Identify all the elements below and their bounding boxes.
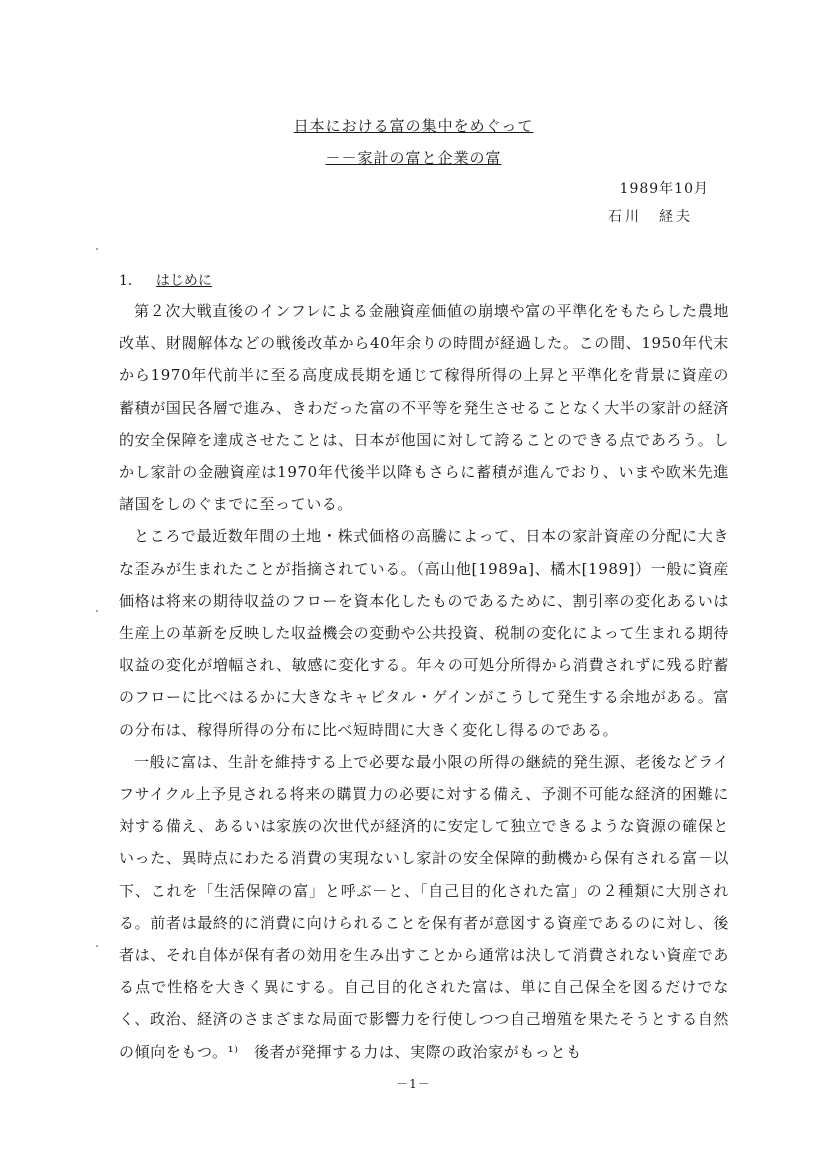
section-heading: [119, 270, 212, 290]
paragraph-2: ところで最近数年間の土地・株式価格の高騰によって、日本の家計資産の分配に大きな歪みが生まれたことが指摘されている。（高山他[1989a]、橘木[1989]）一般に資産価格は将来の期待収益のフローを資本化したものであるために、割引率の変化あるいは生産上の革新を反映した収益機会の変動や公共投資、税制の変化によって生まれる期待収益の変化が増幅され、敏感に変化する。年々の可処分所得から消費されずに残る貯蓄のフローに比べはるかに大きなキャピタル・ゲインがこうして発生する余地がある。富の分布は、稼得所得の分布に比べ短時間に大きく変化し得るのである。: [119, 527, 729, 739]
paragraph-3: 一般に富は、生計を維持する上で必要な最小限の所得の継続的発生源、老後などライフサイクル上予見される将来の購買力の必要に対する備え、予測不可能な経済的困難に対する備え、あるいは家族の次世代が経済的に安定して独立できるような資源の確保といった、異時点にわたる消費の実現ないし家計の安全保障的動機から保有される富－以下、これを「生活保障の富」と呼ぶ－と、「自己目的化された富」の２種類に大別される。前者は最終的に消費に向けられることを保有者が意図する資産であるのに対し、後者は、それ自体が保有者の効用を生み出すことから通常は決して消費されない資産である点で性格を大きく異にする。自己目的化された富は、単に自己保全を図るだけでなく、政治、経済のさまざまな局面で影響力を行使しつつ自己増殖を果たそうとする自然の傾向をもつ。¹⁾ 後者が発揮する力は、実際の政治家がもっとも: [119, 752, 729, 1061]
document-subtitle: －－家計の富と企業の富: [325, 149, 502, 167]
paragraph-1: 第２次大戦直後のインフレによる金融資産価値の崩壊や富の平準化をもたらした農地改革、財閥解体などの戦後改革から40年余りの時間が経過した。この間、1950年代末から1970年代前半に至る高度成長期を通じて稼得所得の上昇と平準化を背景に資産の蓄積が国民各層で進み、きわだった富の不平等を発生させることなく大半の家計の経済的安全保障を達成させたことは、日本が他国に対して誇ることのできる点であろう。しかし家計の金融資産は1970年代後半以降もさらに蓄積が進んでおり、いまや欧米先進諸国をしのぐまでに至っている。: [119, 302, 729, 514]
section-number: 1．: [119, 273, 142, 289]
document-title: 日本における富の集中をめぐって: [293, 117, 534, 135]
document-date: 1989年10月: [619, 181, 709, 197]
body-text: [119, 295, 729, 1068]
section-title: はじめに: [155, 273, 212, 289]
document-author: 石川 経夫: [608, 209, 693, 225]
page-number: －1－: [396, 1077, 431, 1091]
scan-speck: [96, 248, 98, 250]
scan-speck: [96, 610, 98, 612]
scan-speck: [96, 945, 98, 947]
